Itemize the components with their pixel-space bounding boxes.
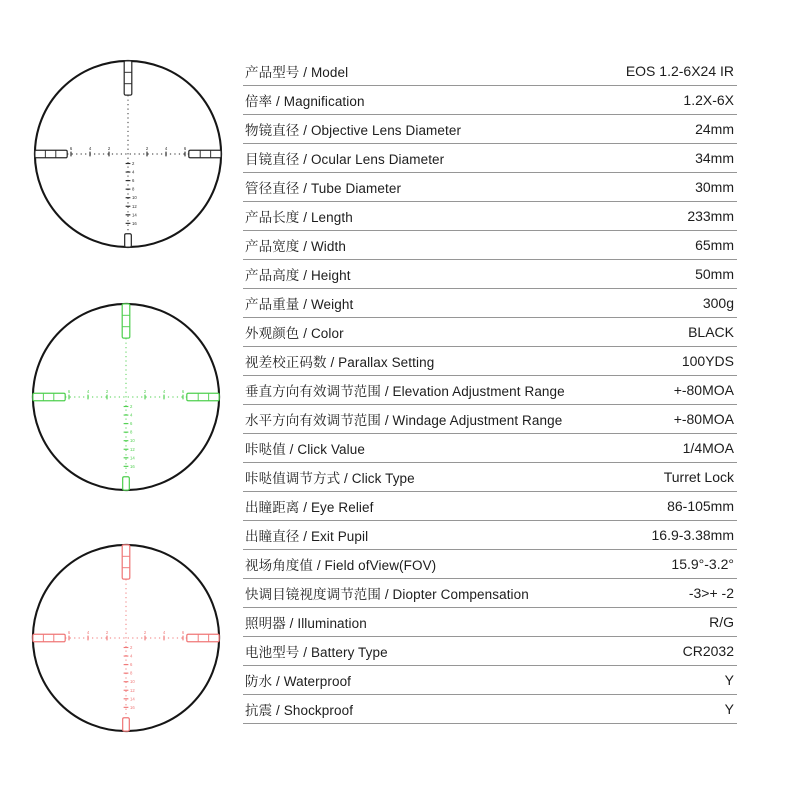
spec-label: 倍率 / Magnification [245, 94, 365, 109]
spec-table [243, 57, 737, 724]
elevation-tick-number: 4 [131, 169, 135, 175]
table-row [243, 463, 737, 492]
spec-label: 垂直方向有效调节范围 / Elevation Adjustment Range [245, 384, 565, 399]
elevation-tick-number: 12 [129, 687, 135, 693]
elevation-tick-number: 2 [129, 404, 133, 410]
bottom-post [123, 477, 130, 490]
top-post [124, 61, 132, 95]
elevation-tick-number: 8 [131, 186, 135, 192]
windage-tick-number: 6 [181, 389, 185, 395]
spec-label: 管径直径 / Tube Diameter [245, 181, 402, 196]
table-row [243, 521, 737, 550]
spec-label: 电池型号 / Battery Type [245, 645, 388, 660]
elevation-tick-number: 6 [131, 178, 135, 184]
spec-label: 视差校正码数 / Parallax Setting [245, 355, 435, 370]
elevation-tick-number: 16 [129, 704, 135, 710]
windage-tick-number: 2 [107, 146, 111, 152]
table-row [243, 115, 737, 144]
spec-value: 15.9°-3.2° [671, 556, 734, 572]
windage-tick-number: 4 [164, 146, 168, 152]
table-row [243, 492, 737, 521]
table-row [243, 550, 737, 579]
spec-value: 300g [702, 295, 734, 311]
spec-value: 100YDS [681, 353, 734, 369]
spec-label: 产品高度 / Height [245, 268, 351, 283]
table-row [243, 289, 737, 318]
table-row [243, 231, 737, 260]
spec-label: 产品重量 / Weight [245, 297, 354, 312]
elevation-tick-number: 10 [129, 438, 135, 444]
windage-tick-number: 4 [86, 389, 90, 395]
elevation-tick-number: 14 [129, 696, 135, 702]
windage-tick-number: 6 [67, 630, 71, 636]
spec-label: 防水 / Waterproof [245, 674, 352, 689]
right-post [189, 150, 221, 158]
elevation-tick-number: 2 [129, 645, 133, 651]
elevation-tick-number: 12 [129, 446, 135, 452]
spec-value: 16.9-3.38mm [651, 527, 734, 543]
table-row [243, 666, 737, 695]
table-row [243, 376, 737, 405]
left-post [33, 634, 65, 642]
left-post [33, 393, 65, 401]
spec-label: 咔哒值 / Click Value [245, 442, 365, 457]
table-row [243, 579, 737, 608]
spec-value: 50mm [695, 266, 734, 282]
spec-value: -3>+ -2 [688, 585, 734, 601]
windage-tick-number: 2 [145, 146, 149, 152]
windage-tick-number: 6 [181, 630, 185, 636]
elevation-tick-number: 8 [129, 670, 133, 676]
bottom-post [123, 718, 130, 731]
elevation-tick-number: 12 [131, 203, 137, 209]
windage-tick-number: 4 [88, 146, 92, 152]
bottom-post [125, 234, 132, 247]
reticle-green-svg [31, 302, 221, 492]
spec-label: 咔哒值调节方式 / Click Type [245, 471, 415, 486]
elevation-tick-number: 10 [129, 679, 135, 685]
table-row [243, 260, 737, 289]
elevation-tick-number: 16 [131, 220, 137, 226]
reticle-diagram-red-illuminated [31, 543, 221, 733]
reticle-diagram-black [33, 59, 223, 249]
spec-label: 照明器 / Illumination [245, 616, 367, 631]
spec-label: 快调目镜视度调节范围 / Diopter Compensation [245, 587, 529, 602]
spec-value: CR2032 [682, 643, 734, 659]
windage-tick-number: 4 [86, 630, 90, 636]
spec-label: 产品长度 / Length [245, 210, 353, 225]
elevation-tick-number: 2 [131, 161, 135, 167]
spec-value: BLACK [688, 324, 734, 340]
elevation-tick-number: 14 [131, 212, 137, 218]
reticle-black-svg [33, 59, 223, 249]
elevation-tick-number: 10 [131, 195, 137, 201]
elevation-tick-number: 4 [129, 653, 133, 659]
spec-label: 出瞳直径 / Exit Pupil [245, 529, 369, 544]
table-row [243, 202, 737, 231]
windage-tick-number: 2 [105, 389, 109, 395]
spec-value: 1.2X-6X [683, 92, 734, 108]
table-row [243, 434, 737, 463]
spec-value: R/G [709, 614, 734, 630]
spec-value: 86-105mm [667, 498, 734, 514]
windage-tick-number: 6 [183, 146, 187, 152]
table-row [243, 57, 737, 86]
reticle-diagram-green-illuminated [31, 302, 221, 492]
elevation-tick-number: 16 [129, 463, 135, 469]
spec-label: 物镜直径 / Objective Lens Diameter [245, 123, 462, 138]
elevation-tick-number: 4 [129, 412, 133, 418]
spec-label: 抗震 / Shockproof [245, 703, 354, 718]
windage-tick-number: 2 [143, 389, 147, 395]
windage-tick-number: 4 [162, 389, 166, 395]
table-row [243, 637, 737, 666]
spec-value: 24mm [695, 121, 734, 137]
spec-value: +-80MOA [673, 382, 734, 398]
top-post [122, 304, 130, 338]
table-row [243, 144, 737, 173]
spec-value: 30mm [695, 179, 734, 195]
elevation-tick-number: 6 [129, 421, 133, 427]
left-post [35, 150, 67, 158]
spec-value: Y [724, 701, 734, 717]
top-post [122, 545, 130, 579]
spec-value: Y [724, 672, 734, 688]
reticle-red-svg [31, 543, 221, 733]
spec-value: 34mm [695, 150, 734, 166]
windage-tick-number: 4 [162, 630, 166, 636]
table-row [243, 318, 737, 347]
windage-tick-number: 2 [105, 630, 109, 636]
table-row [243, 695, 737, 724]
windage-tick-number: 6 [69, 146, 73, 152]
elevation-tick-number: 6 [129, 662, 133, 668]
windage-tick-number: 6 [67, 389, 71, 395]
spec-value: 65mm [695, 237, 734, 253]
table-row [243, 405, 737, 434]
right-post [187, 393, 219, 401]
table-row [243, 173, 737, 202]
spec-label: 视场角度值 / Field ofView(FOV) [245, 558, 437, 573]
table-row [243, 608, 737, 637]
spec-label: 产品宽度 / Width [245, 239, 346, 254]
spec-label: 目镜直径 / Ocular Lens Diameter [245, 152, 445, 167]
spec-value: EOS 1.2-6X24 IR [625, 63, 734, 79]
spec-label: 外观颜色 / Color [245, 326, 344, 341]
right-post [187, 634, 219, 642]
spec-value: 233mm [687, 208, 734, 224]
spec-value: +-80MOA [673, 411, 734, 427]
spec-value: Turret Lock [663, 469, 734, 485]
table-row [243, 347, 737, 376]
spec-label: 产品型号 / Model [245, 65, 349, 80]
elevation-tick-number: 8 [129, 429, 133, 435]
elevation-tick-number: 14 [129, 455, 135, 461]
table-row [243, 86, 737, 115]
spec-label: 出瞳距离 / Eye Relief [245, 500, 374, 515]
windage-tick-number: 2 [143, 630, 147, 636]
spec-value: 1/4MOA [682, 440, 734, 456]
spec-label: 水平方向有效调节范围 / Windage Adjustment Range [245, 413, 563, 428]
